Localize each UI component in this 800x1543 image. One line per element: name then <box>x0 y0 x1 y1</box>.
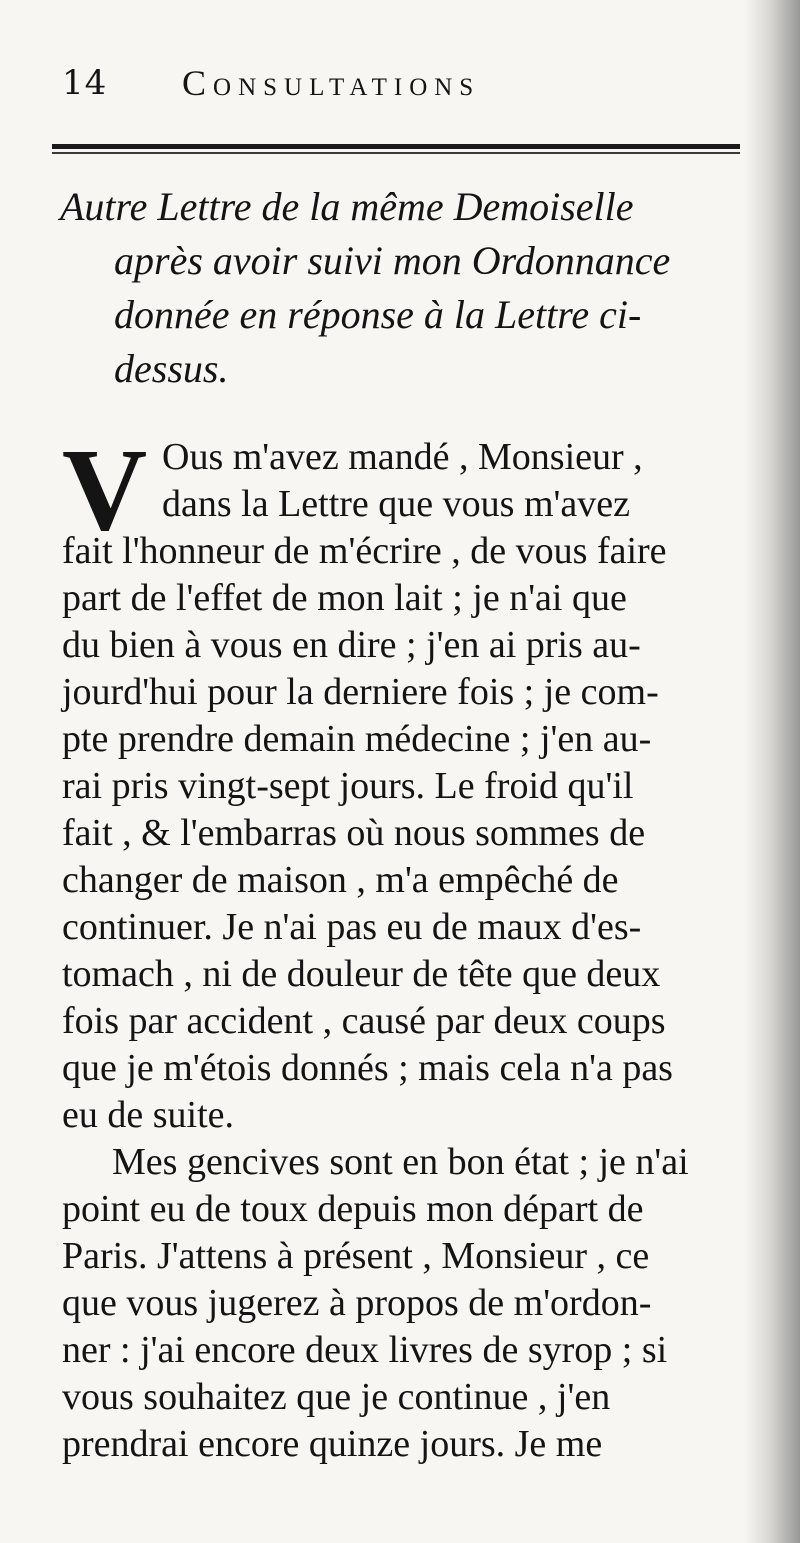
section-title-line-4: dessus. <box>114 346 229 391</box>
section-title-line-2: après avoir suivi mon Ordonnance <box>114 238 671 283</box>
letter-line-13: fois par accident , causé par deux coups <box>62 1000 666 1042</box>
letter-line-10: changer de maison , m'a empêché de <box>62 859 619 901</box>
letter-line-2: dans la Lettre que vous m'avez <box>162 483 630 525</box>
letter-line-8: rai pris vingt-sept jours. Le froid qu'il <box>62 765 634 807</box>
letter-line-15: eu de suite. <box>62 1094 235 1136</box>
section-title-line-3: donnée en réponse à la Lettre ci- <box>114 292 642 337</box>
letter-line-17: point eu de toux depuis mon départ de <box>62 1188 644 1230</box>
letter-line-9: fait , & l'embarras où nous sommes de <box>62 812 646 854</box>
letter-line-1: Ous m'avez mandé , Monsieur , <box>162 436 643 478</box>
letter-line-7: pte prendre demain médecine ; j'en au- <box>62 718 652 760</box>
letter-line-19: que vous jugerez à propos de m'ordon- <box>62 1282 652 1324</box>
letter-line-20: ner : j'ai encore deux livres de syrop ; si <box>62 1329 668 1371</box>
letter-line-11: continuer. Je n'ai pas eu de maux d'es- <box>62 906 642 948</box>
letter-line-5: du bien à vous en dire ; j'en ai pris au- <box>62 624 641 666</box>
letter-line-6: jourd'hui pour la derniere fois ; je com- <box>62 671 659 713</box>
letter-line-12: tomach , ni de douleur de tête que deux <box>62 953 661 995</box>
drop-cap: V <box>62 424 148 555</box>
letter-line-3: fait l'honneur de m'écrire , de vous faire <box>62 530 667 572</box>
section-title <box>60 180 760 396</box>
letter-body <box>62 424 762 1468</box>
letter-line-16: Mes gencives sont en bon état ; je n'ai <box>112 1141 689 1183</box>
letter-line-4: part de l'effet de mon lait ; je n'ai que <box>62 577 627 619</box>
binding-shadow <box>745 0 800 1543</box>
letter-line-21: vous souhaitez que je continue , j'en <box>62 1376 611 1418</box>
page-number: 14 <box>62 63 108 103</box>
letter-line-14: que je m'étois donnés ; mais cela n'a pas <box>62 1047 673 1089</box>
section-title-line-1: Autre Lettre de la même Demoiselle <box>60 184 634 229</box>
page-header <box>62 58 752 108</box>
running-head: Consultations <box>182 63 481 103</box>
letter-line-22: prendrai encore quinze jours. Je me <box>62 1423 603 1465</box>
header-rule <box>52 144 740 149</box>
letter-line-18: Paris. J'attens à présent , Monsieur , ce <box>62 1235 650 1277</box>
header-rule-thin <box>52 152 740 154</box>
